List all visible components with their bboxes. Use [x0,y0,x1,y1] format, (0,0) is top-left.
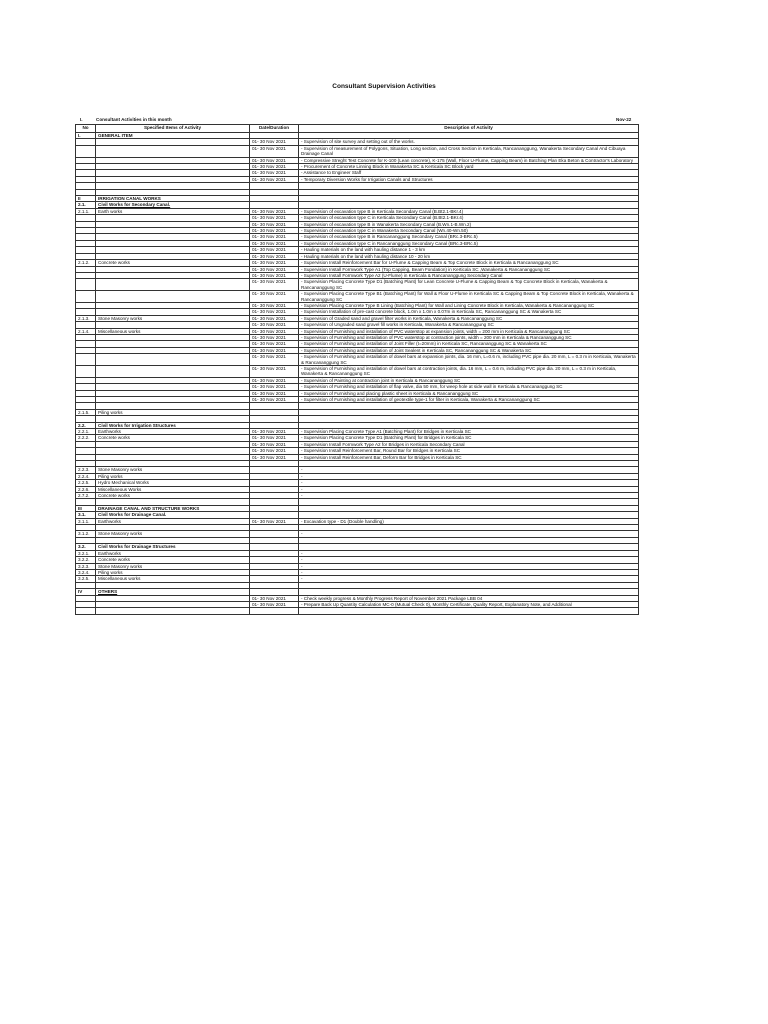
table-row [76,366,639,378]
cell-date: 01- 30 Nov 2021 [250,291,299,303]
cell-desc: - [299,576,639,582]
cell-desc: - Supervision of excavation type B in Wanakerta Secondary Canal (B.Wn.1-B.Wn.2) [299,221,639,227]
cell-desc: - Supervision of excavation type C in Wanakerta Secondary Canal (Wn.40-Wn.50) [299,228,639,234]
cell-date: 01- 30 Nov 2021 [250,429,299,435]
cell-desc: - Supervision Placing Concrete Type D1 (Batching Plant) for Bridges in Kerticala SC [299,435,639,441]
cell-desc: - Supervision of site survey and setting out of the works. [299,139,639,145]
cell-desc: - Supervision Install Reinforcement Bar, Round Bar for Bridges in Kerticala SC [299,448,639,454]
cell-item: Miscellaneous Works [96,486,250,492]
cell-date: 01- 30 Nov 2021 [250,315,299,321]
cell-no: 2.1.3. [76,315,96,321]
table-row [76,354,639,366]
cell-desc: - Excavation type - D1 (Double handling) [299,518,639,524]
cell-desc: - Supervision of Furnishing and installation of dowel bars at contraction joints, dia. 16 mm, L = 0.6 m, including PVC pipe dia. 20 mm, L = 0.3 m in Kerticala, Wanakerta & Rancananggung SC [299,366,639,378]
cell-desc: - [299,569,639,575]
cell-date [250,608,299,614]
cell-no: 3.2.4. [76,569,96,575]
cell-item: Civil Works for Drainage Structures [96,544,250,550]
cell-no: 3.1. [76,512,96,518]
cell-date: 01- 30 Nov 2021 [250,164,299,170]
cell-item: Miscellaneous works [96,328,250,334]
cell-date: 01- 30 Nov 2021 [250,272,299,278]
cell-desc: - Supervision of excavation type B in Kerticala Secondary Canal (B.Bt2.1-BKr.4) [299,208,639,214]
cell-desc: - Supervision of Furnishing and installation of Joint Filler (t=20mm) in Kerticala SC, Rancananggung SC & Wanakerta SC [299,341,639,347]
cell-no: 2.2.3. [76,467,96,473]
cell-date: 01- 30 Nov 2021 [250,157,299,163]
cell-no: 3.2. [76,544,96,550]
cell-no [76,145,96,157]
cell-desc: - Supervision of excavation type C in Kerticala Secondary Canal (B.Bt2.1-BKr.4) [299,215,639,221]
cell-desc: - [299,550,639,556]
cell-no: 3.1.2. [76,531,96,537]
cell-item: Piling works [96,409,250,415]
cell-item [96,366,250,378]
cell-date: 01- 30 Nov 2021 [250,448,299,454]
cell-date: 01- 30 Nov 2021 [250,334,299,340]
activity-table [75,124,639,615]
cell-desc: - Supervision of Ungraded sand gravel fill works in Kerticala, Wanakerta & Rancananggung SC [299,322,639,328]
cell-item: Earthworks [96,550,250,556]
blank-row [76,608,639,614]
cell-item: Civil Works for Secondary Canal. [96,202,250,208]
cell-no: IV [76,589,96,595]
cell-item: Piling works [96,569,250,575]
cell-item: Earthworks [96,429,250,435]
cell-item: Civil Works for Drainage Canal. [96,512,250,518]
cell-no: 2.1.2. [76,260,96,266]
cell-no: I. [76,133,96,139]
cell-desc: - Supervision Install Formwork Type A1 (Top Capping, Beam Fondation) in Kerticala SC ,Wanakerta & Rancananggung SC [299,266,639,272]
cell-desc: - Supervision Install Formwork Type A2 (U-Flume) in Kerticala & Rancananggung Secondary Canal [299,272,639,278]
cell-date: 01- 30 Nov 2021 [250,234,299,240]
cell-date: 01- 30 Nov 2021 [250,302,299,308]
cell-date: 01- 30 Nov 2021 [250,322,299,328]
section-heading [80,117,172,122]
cell-no [76,608,96,614]
cell-no: 3.1.1. [76,518,96,524]
cell-date: 01- 30 Nov 2021 [250,366,299,378]
section-number: I. [80,117,83,122]
cell-date: 01- 30 Nov 2021 [250,601,299,607]
cell-date: 01- 30 Nov 2021 [250,266,299,272]
cell-desc: - [299,480,639,486]
cell-desc: - Supervision Placing Concrete Type B1 (Batching Plant) for Wall & Floor U-Flume in Kerticala SC & Capping Beam & Top Concrete Block in Kerticala, Wanakerta & Rancananggung SC [299,291,639,303]
cell-date: 01- 30 Nov 2021 [250,260,299,266]
cell-desc: - [299,467,639,473]
cell-item: Civil Works for Irrigation Structures [96,422,250,428]
cell-desc: - Supervision of Furnishing and placing plastic sheet in Kerticala & Rancananggung SC [299,390,639,396]
cell-item: Piling works [96,473,250,479]
cell-date: 01- 30 Nov 2021 [250,341,299,347]
cell-date: 01- 30 Nov 2021 [250,145,299,157]
cell-no: 2.7.2. [76,493,96,499]
cell-date: 01- 30 Nov 2021 [250,221,299,227]
cell-item [96,354,250,366]
cell-item: Stone Masonry works [96,315,250,321]
cell-date: 01- 30 Nov 2021 [250,208,299,214]
cell-desc: - Supervision of Graded sand and gravel filter works in Kerticala, Wanakerta & Rancananggung SC [299,315,639,321]
cell-desc: - Supervision of excavation type C in Rancananggung Secondary Canal (BRc.3-BRc.5) [299,240,639,246]
cell-date: 01- 30 Nov 2021 [250,247,299,253]
cell-no: 2.2.1. [76,429,96,435]
col-header-item: Specified Items of Activity [96,125,250,133]
cell-desc: - Hauling materials on the land with hauling distance 1 - 3 km [299,247,639,253]
cell-date: 01- 30 Nov 2021 [250,454,299,460]
cell-desc: - Supervision Placing Concrete Type B Lining (Batching Plant) for Wall and Lining Concrete Block in Kerticala, Wanakerta & Rancananggung SC [299,302,639,308]
cell-item: IRRIGATION CANAL WORKS [96,196,250,202]
cell-desc: - Supervision of Painting at contraction joint in Kerticala & Rancananggung SC [299,377,639,383]
cell-desc: - Check weekly progress & Monthly Progress Report of November 2021 Package LBB 04 [299,595,639,601]
cell-no: 2.1.5. [76,409,96,415]
cell-date: 01- 30 Nov 2021 [250,240,299,246]
cell-item: Concrete works [96,435,250,441]
cell-item: Miscellaneous works [96,576,250,582]
cell-date: 01- 30 Nov 2021 [250,215,299,221]
cell-desc: - [299,563,639,569]
section-label: Consultant Activities in this month [96,117,172,122]
cell-no: 2.1.1. [76,208,96,214]
cell-no: 2.2.2. [76,435,96,441]
cell-no: 3.2.2. [76,557,96,563]
cell-desc [299,608,639,614]
table-header-row [76,125,639,133]
cell-date: 01- 30 Nov 2021 [250,328,299,334]
cell-no: II [76,196,96,202]
cell-desc: - Supervision of Furnishing and installation of Joint Sealent in Kerticala SC, Rancananggung SC & Wanakerta SC [299,347,639,353]
cell-item: DRAINAGE CANAL AND STRUCTURE WORKS [96,505,250,511]
cell-date: 01- 30 Nov 2021 [250,518,299,524]
cell-item: Hydro Mechanical Works [96,480,250,486]
cell-item: Earth works [96,208,250,214]
table-row [76,145,639,157]
cell-desc: - Supervision of Furnishing and installation of dowel bars at expansion joints, dia. 16 mm, L=0.6 m, including PVC pipe dia. 20 mm, L = 0.3 m in Kerticala, Wanakerta & Rancananggung SC [299,354,639,366]
cell-no: III [76,505,96,511]
cell-desc: - Supervision Install Formwork Type A2 for Bridges in Kerticala Secondary Canal [299,441,639,447]
cell-desc: - [299,557,639,563]
cell-no [76,366,96,378]
cell-desc: - Supervision of Furnishing and installation of PVC waterstop at expansion joints, width = 200 mm in Kerticala & Rancananggung SC [299,328,639,334]
cell-date: 01- 30 Nov 2021 [250,441,299,447]
cell-item: Earthworks [96,518,250,524]
cell-date: 01- 30 Nov 2021 [250,228,299,234]
cell-date: 01- 30 Nov 2021 [250,397,299,403]
cell-date: 01- 30 Nov 2021 [250,139,299,145]
cell-no: 2.1.4. [76,328,96,334]
cell-desc: - Temporary Diversion Works for Irrigation Canals and Structures [299,176,639,182]
cell-no: 2.2.4. [76,473,96,479]
cell-desc: - Supervision of measurement of Polygons, Situation, Long section, and Cross Section in Kerticala, Rancananggung, Wanakerta Secondary Canal And Cibuaya Drainage Canal [299,145,639,157]
col-header-description: Description of Activity [299,125,639,133]
cell-date: 01- 30 Nov 2021 [250,176,299,182]
cell-item [96,291,250,303]
cell-desc: - Hauling materials on the land with hauling distance 10 - 20 km [299,253,639,259]
cell-item: Concrete works [96,557,250,563]
cell-no: 3.2.3. [76,563,96,569]
cell-date: 01- 30 Nov 2021 [250,354,299,366]
cell-no: 3.2.5. [76,576,96,582]
cell-no [76,354,96,366]
col-header-date: Date/Duration [250,125,299,133]
cell-date: 01- 30 Nov 2021 [250,279,299,291]
cell-desc: - Supervision of Furnishing and installation of flap valve, dia 50 mm, for weep hole at side wall in Kerticala & Rancananggung SC [299,384,639,390]
cell-date: 01- 30 Nov 2021 [250,377,299,383]
cell-desc: - Supervision of excavation type B in Rancananggung Secondary Canal (BRc.3-BRc.5) [299,234,639,240]
cell-desc: - Supervision of Furnishing and installation of geotextile type-1 for filter in Kerticala, Wanakerta & Rancananggung SC [299,397,639,403]
cell-item [96,145,250,157]
cell-desc: - Supervision Install Reinforcement Bar, Deform Bar for Bridges in Kerticala SC [299,454,639,460]
cell-date: 01- 30 Nov 2021 [250,253,299,259]
cell-desc: - Supervision Placing Concrete Type A1 (Batching Plant) for Bridges in Kerticala SC [299,429,639,435]
cell-no: 2.2.6. [76,486,96,492]
cell-item: Concrete works [96,493,250,499]
cell-item: OTHERS [96,589,250,595]
cell-desc: - Compressive Streght Test Concrete for K-100 (Lean concrete), K-175 (Wall, Floor U-Flume, Capping Beam) in Batching Plan Eka Beton & Contractor's Laboratory [299,157,639,163]
cell-no: 2.1. [76,202,96,208]
cell-no: 2.2. [76,422,96,428]
cell-no [76,279,96,291]
table-row [76,279,639,291]
cell-item: Stone Masonry works [96,467,250,473]
cell-desc: - Assistance to Engineer Staff [299,170,639,176]
cell-item [96,279,250,291]
cell-no [76,291,96,303]
cell-item: Concrete works [96,260,250,266]
col-header-no: No [76,125,96,133]
cell-desc: - [299,531,639,537]
cell-desc: - [299,493,639,499]
cell-date: 01- 30 Nov 2021 [250,309,299,315]
cell-no: 2.2.5. [76,480,96,486]
cell-item: GENERAL ITEM [96,133,250,139]
cell-desc: - Procurement of Concrete Linning Block in Wanakerta SC & Kerticala SC Block yard [299,164,639,170]
report-date: Nov-22 [616,117,632,122]
cell-item: Stone Masonry works [96,563,250,569]
cell-desc: - [299,473,639,479]
cell-date: 01- 30 Nov 2021 [250,435,299,441]
cell-desc: - Supervision Install Reinforcement Bar for U-Flume & Capping Beam & Top Concrete Block in Kerticala & Rancananggung SC [299,260,639,266]
document-title: Consultant Supervision Activities [332,83,436,90]
cell-desc: - Supervision Placing Concrete Type D1 (Batching Plant) for Lean Concrete U-Flume & Capping Beam & Top Concrete Block in Kerticala, Wanakerta & Rancananggung SC [299,279,639,291]
cell-date: 01- 30 Nov 2021 [250,595,299,601]
cell-date: 01- 30 Nov 2021 [250,384,299,390]
cell-desc: - Supervision Installation of pre-cast concrete block, 1.0m x 1.0m x 0.07m in Kerticala SC, Rancananggung SC & Wanakerta SC [299,309,639,315]
cell-date: 01- 30 Nov 2021 [250,390,299,396]
cell-desc: - Supervision of Furnishing and installation of PVC waterstop at contraction joints, width = 200 mm in Kerticala & Rancananggung SC [299,334,639,340]
cell-desc: - [299,486,639,492]
cell-desc: - Prepare Back Up Quantity Calculation MC-0 (Mutual Check 0), Monthly Certificate, Quality Report, Explanatory Note, and Additional [299,601,639,607]
cell-item: Stone Masonry works [96,531,250,537]
table-row [76,291,639,303]
cell-date: 01- 30 Nov 2021 [250,347,299,353]
cell-no: 3.2.1. [76,550,96,556]
cell-date: 01- 30 Nov 2021 [250,170,299,176]
cell-item [96,608,250,614]
